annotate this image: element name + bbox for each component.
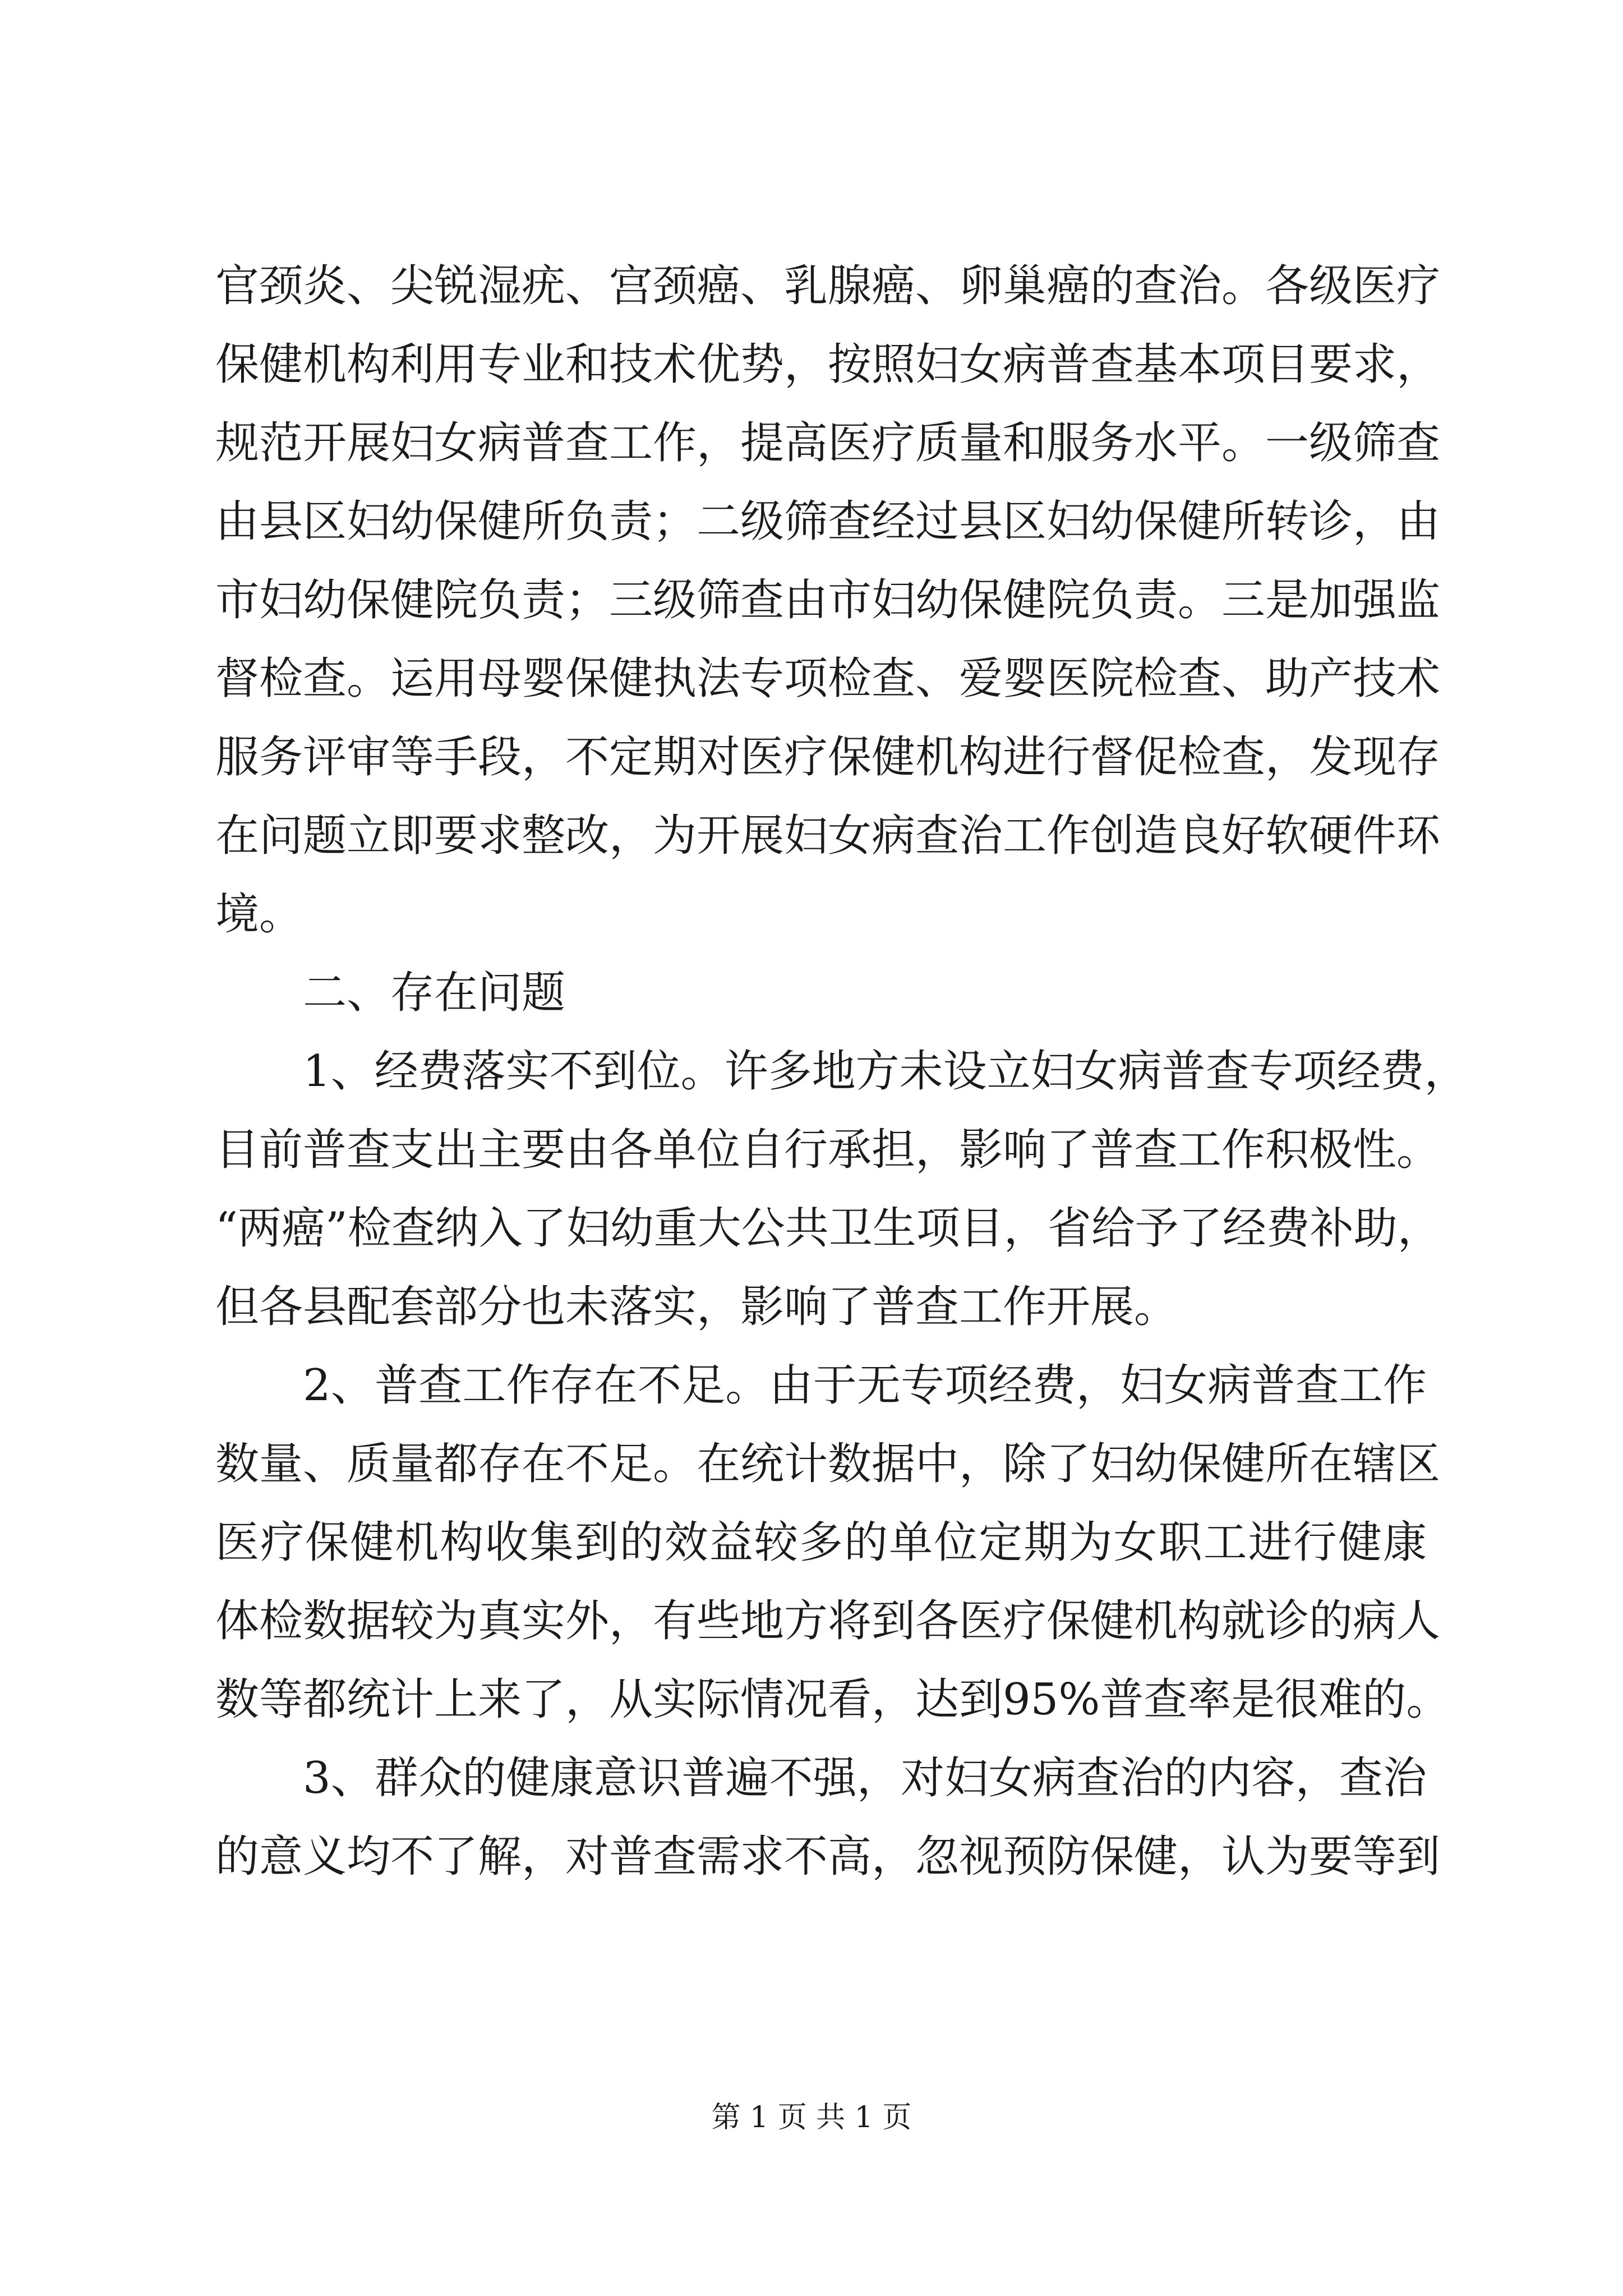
- text-line: 3、群众的健康意识普遍不强，对妇女病查治的内容，查治: [303, 1753, 1427, 1803]
- text-line: 但各县配套部分也未落实，影响了普查工作开展。: [215, 1282, 1178, 1332]
- text-line: 规范开展妇女病普查工作，提高医疗质量和服务水平。一级筛查: [215, 418, 1441, 468]
- text-line: 服务评审等手段，不定期对医疗保健机构进行督促检查，发现存: [215, 732, 1441, 783]
- text-line: 的意义均不了解，对普查需求不高，忽视预防保健，认为要等到: [215, 1832, 1441, 1882]
- text-line: 2、普查工作存在不足。由于无专项经费，妇女病普查工作: [303, 1360, 1427, 1411]
- text-line: 境。: [215, 889, 303, 940]
- text-line: 保健机构利用专业和技术优势，按照妇女病普查基本项目要求，: [215, 339, 1441, 390]
- text-line: “两癌”检查纳入了妇幼重大公共卫生项目，省给予了经费补助，: [215, 1203, 1441, 1254]
- text-line: 在问题立即要求整改，为开展妇女病查治工作创造良好软硬件环: [215, 811, 1441, 861]
- text-line: 由县区妇幼保健所负责；二级筛查经过县区妇幼保健所转诊，由: [215, 496, 1441, 547]
- text-line: 1、经费落实不到位。许多地方未设立妇女病普查专项经费，: [303, 1046, 1468, 1097]
- text-line: 医疗保健机构收集到的效益较多的单位定期为女职工进行健康: [215, 1517, 1427, 1568]
- text-line: 市妇幼保健院负责；三级筛查由市妇幼保健院负责。三是加强监: [215, 575, 1441, 625]
- text-line: 数等都统计上来了，从实际情况看，达到95%普查率是很难的。: [215, 1674, 1450, 1725]
- text-line: 目前普查支出主要由各单位自行承担，影响了普查工作积极性。: [215, 1125, 1441, 1175]
- page-footer: 第 1 页 共 1 页: [711, 2101, 912, 2134]
- section-heading: 二、存在问题: [303, 968, 566, 1018]
- body-text: [215, 247, 1468, 1896]
- text-line: 督检查。运用母婴保健执法专项检查、爱婴医院检查、助产技术: [215, 654, 1441, 704]
- text-line: 数量、质量都存在不足。在统计数据中，除了妇幼保健所在辖区: [215, 1439, 1441, 1489]
- text-line: 体检数据较为真实外，有些地方将到各医疗保健机构就诊的病人: [215, 1596, 1441, 1646]
- text-line: 官颈炎、尖锐湿疣、宫颈癌、乳腺癌、卵巢癌的查治。各级医疗: [215, 261, 1441, 311]
